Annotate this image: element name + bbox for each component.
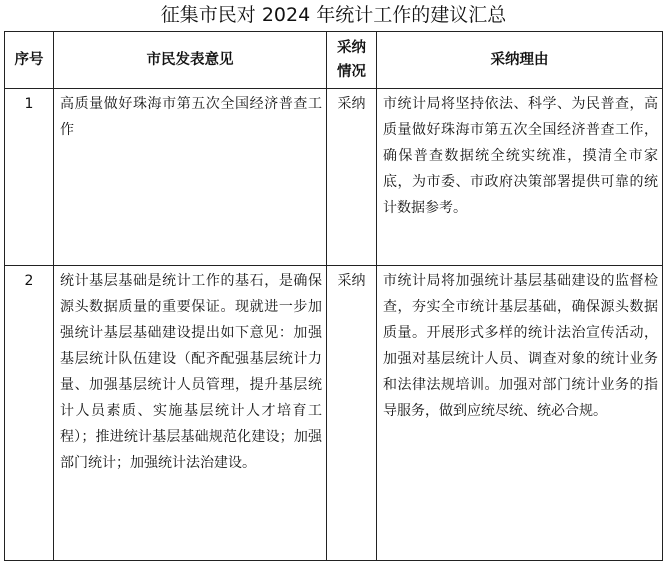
header-status-line1: 采纳 — [337, 40, 366, 56]
header-reason: 采纳理由 — [377, 32, 663, 89]
document-title: 征集市民对 2024 年统计工作的建议汇总 — [160, 4, 507, 26]
table-header-row — [5, 32, 663, 89]
header-status — [327, 32, 377, 89]
table-row — [5, 266, 663, 561]
header-opinion: 市民发表意见 — [54, 32, 327, 89]
row-opinion: 高质量做好珠海市第五次全国经济普查工作 — [54, 89, 327, 266]
suggestion-table — [4, 31, 663, 561]
row-opinion: 统计基层基础是统计工作的基石，是确保源头数据质量的重要保证。现就进一步加强统计基层基础建设提出如下意见：加强基层统计队伍建设（配齐配强基层统计力量、加强基层统计人员管理，提升基层统计人员素质、实施基层统计人才培育工程）；推进统计基层基础规范化建设；加强部门统计；加强统计法治建设。 — [54, 266, 327, 561]
row-reason: 市统计局将加强统计基层基础建设的监督检查，夯实全市统计基层基础，确保源头数据质量。开展形式多样的统计法治宣传活动，加强对基层统计人员、调查对象的统计业务和法律法规培训。加强对部门统计业务的指导服务，做到应统尽统、统必合规。 — [377, 266, 663, 561]
row-status: 采纳 — [327, 89, 377, 266]
table-row — [5, 89, 663, 266]
row-number: 1 — [5, 89, 54, 266]
row-reason: 市统计局将坚持依法、科学、为民普查，高质量做好珠海市第五次全国经济普查工作，确保普查数据统全统实统准，摸清全市家底，为市委、市政府决策部署提供可靠的统计数据参考。 — [377, 89, 663, 266]
header-no: 序号 — [5, 32, 54, 89]
row-number: 2 — [5, 266, 54, 561]
row-status: 采纳 — [327, 266, 377, 561]
header-status-line2: 情况 — [337, 64, 366, 80]
